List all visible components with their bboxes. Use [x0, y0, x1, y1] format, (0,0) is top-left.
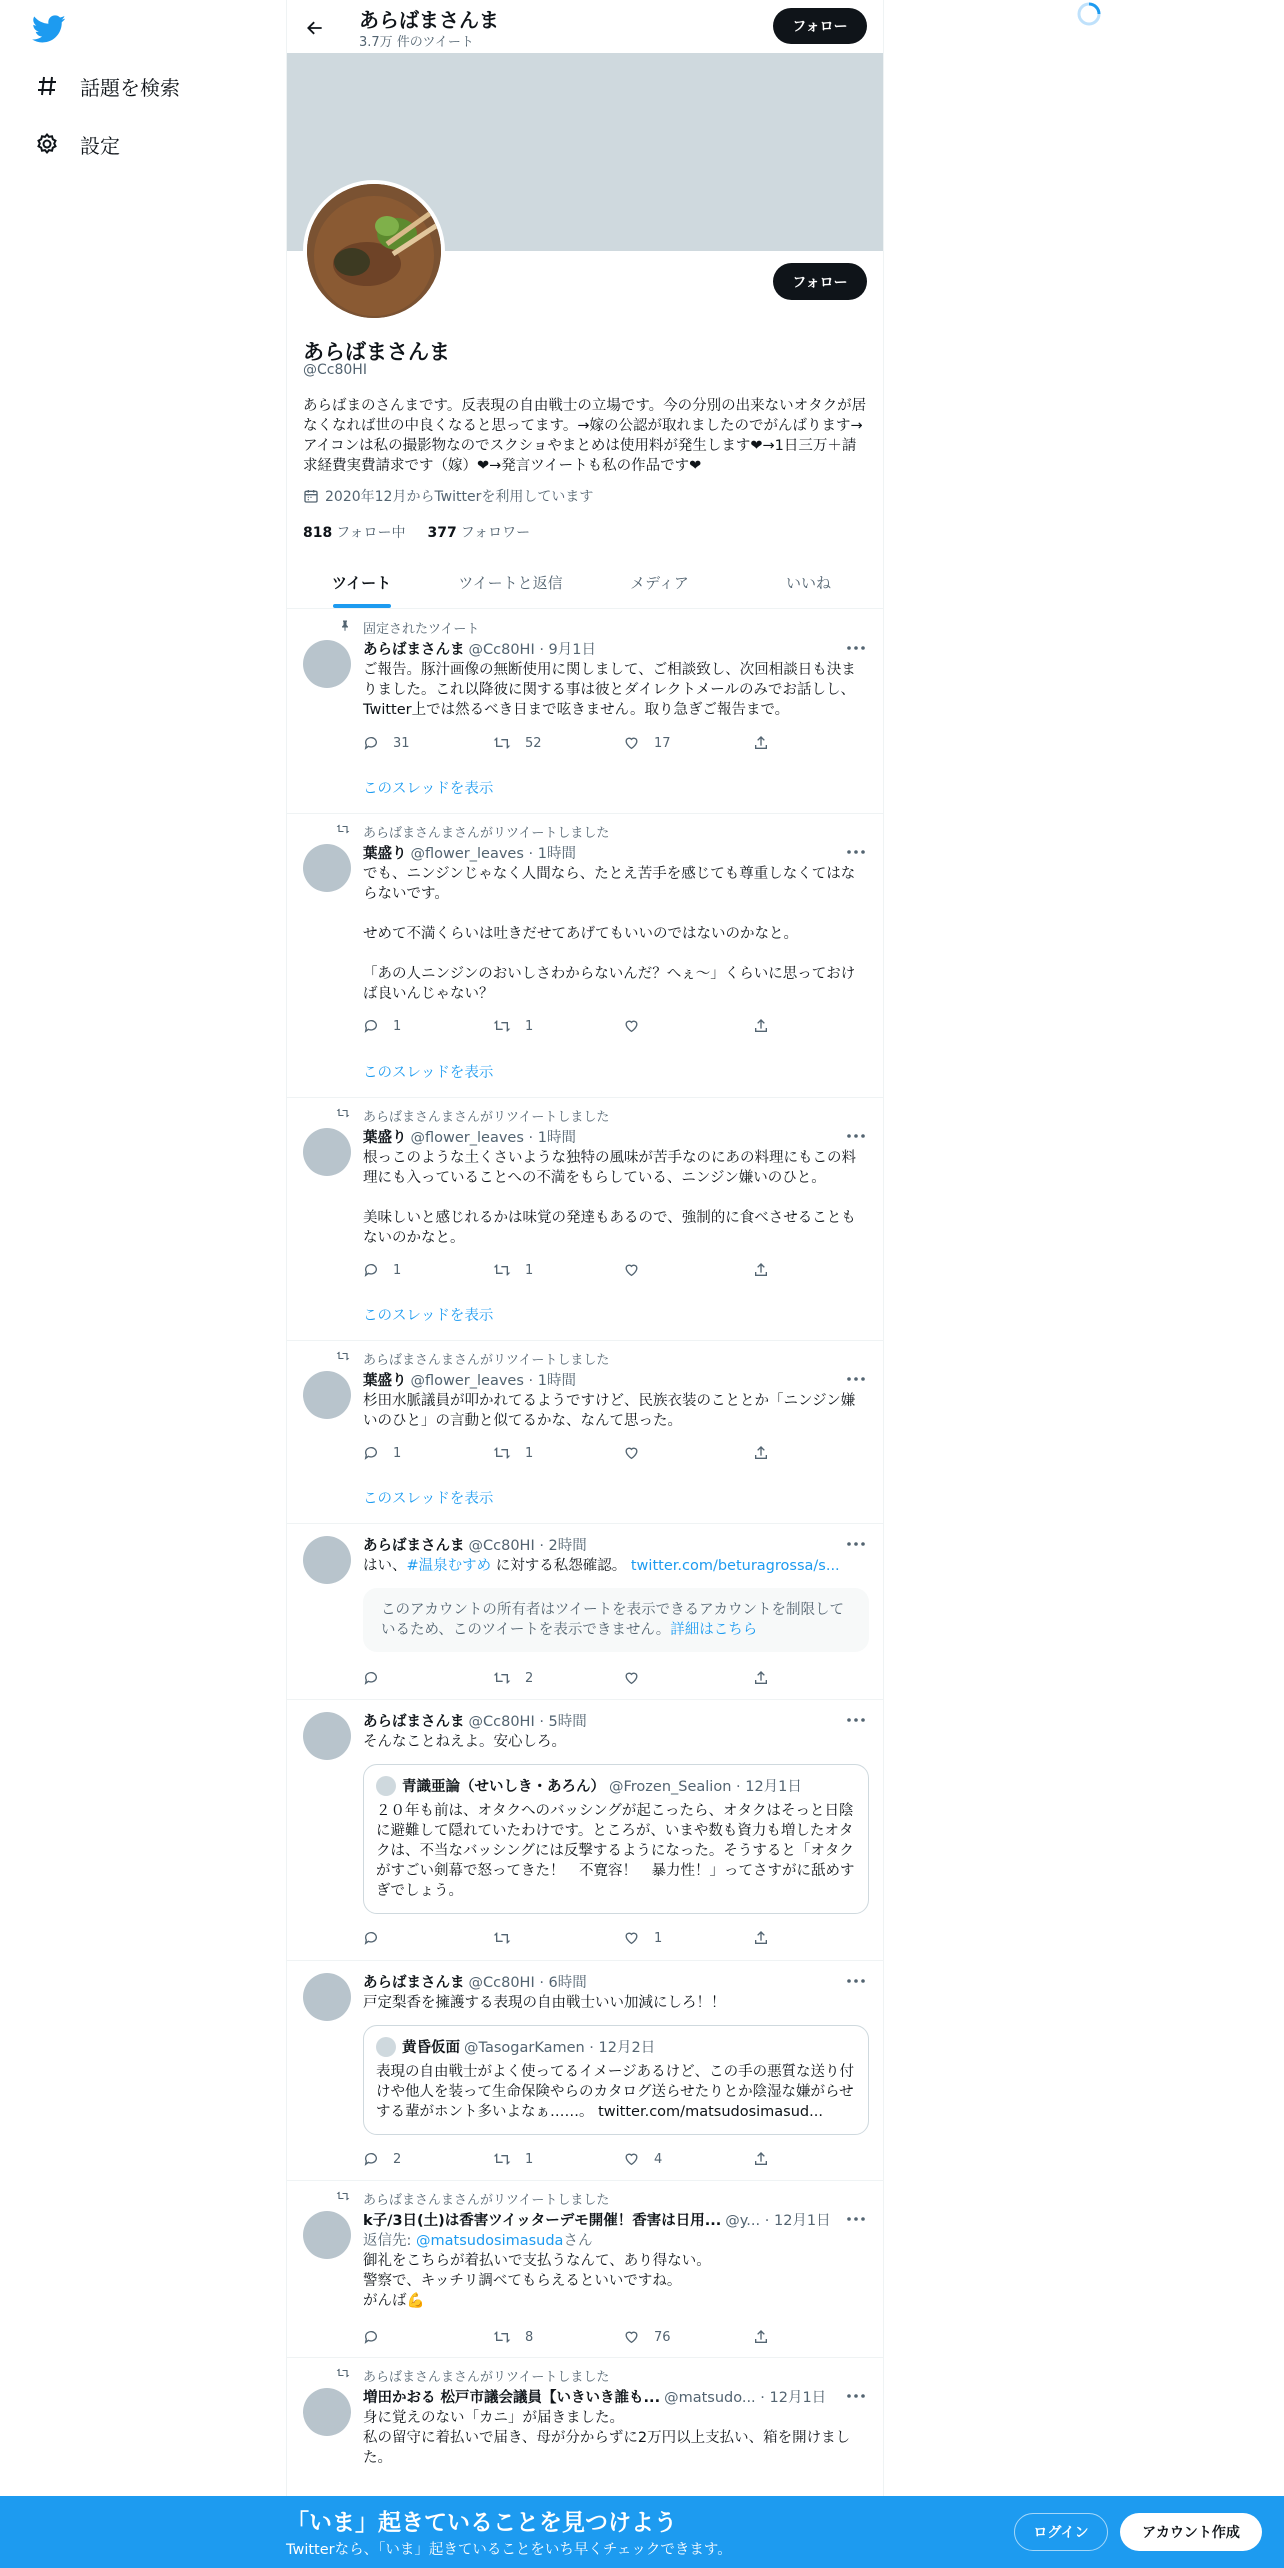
tweet-header: k子/3日(土)は香害ツイッターデモ開催！香害は日用... @y... · 12月1日 — [363, 2213, 831, 2229]
avatar[interactable] — [303, 640, 351, 688]
tweet-header: 葉盛り @flower_leaves · 1時間 — [363, 846, 576, 862]
reply-icon — [363, 2329, 379, 2345]
profile-bio: あらばまのさんまです。反表現の自由戦士の立場です。今の分別の出来ないオタクが居なくなれば世の中良くなると思ってます。→嫁の公認が取れましたのでがんばります→アイコンは私の撮影物なのでスクショやまとめは使用料が発生します❤→1日三万＋請求経費実費請求です（嫁）❤→発言ツイートも私の作品です❤ — [303, 398, 867, 474]
show-thread-link[interactable]: このスレッドを表示 — [363, 1491, 494, 1507]
show-thread-link[interactable]: このスレッドを表示 — [363, 1065, 494, 1081]
tab-media[interactable]: メディア — [630, 573, 689, 592]
like-button[interactable]: 76 — [623, 2327, 753, 2347]
back-arrow-icon[interactable] — [299, 12, 331, 44]
more-icon[interactable] — [845, 1973, 867, 1989]
gear-icon — [34, 131, 60, 157]
tweet-context: あらばまさんまさんがリツイートしました — [363, 826, 610, 841]
share-button[interactable] — [753, 2149, 783, 2169]
reply-icon — [363, 2151, 379, 2167]
more-icon[interactable] — [845, 1712, 867, 1728]
reply-button[interactable]: 2 — [363, 2149, 493, 2169]
reply-to-line: 返信先: @matsudosimasudaさん — [363, 2233, 593, 2249]
retweet-button[interactable]: 1 — [493, 1260, 623, 1280]
more-icon[interactable] — [845, 2388, 867, 2404]
retweet-button[interactable]: 2 — [493, 1668, 623, 1688]
nav-settings-label: 設定 — [80, 133, 120, 158]
reply-icon — [363, 1930, 379, 1946]
tweet-actions — [363, 1260, 783, 1280]
show-thread-link[interactable]: このスレッドを表示 — [363, 1308, 494, 1324]
quote-text: ２０年も前は、オタクへのバッシングが起こったら、オタクはそっと日陰に避難して隠れていたわけです。ところが、いまや数も資力も増したオタクは、不当なバッシングには反撃するようになった。そうすると「オタクがすごい剣幕で怒ってきた！ 不寛容！ 暴力性！」ってさすがに舐めすぎでしょう。 — [376, 1803, 855, 1899]
retweet-button[interactable]: 52 — [493, 733, 623, 753]
like-button[interactable]: 1 — [623, 1928, 753, 1948]
like-button[interactable] — [623, 1260, 753, 1280]
learn-more-link[interactable]: 詳細はこちら — [670, 1622, 758, 1638]
tab-tweets[interactable]: ツイート — [287, 556, 436, 608]
tweet-header: 葉盛り @flower_leaves · 1時間 — [363, 1130, 576, 1146]
heart-icon — [623, 1930, 640, 1946]
tweet-header: あらばまさんま @Cc80HI · 2時間 — [363, 1538, 587, 1554]
tweet-text: でも、ニンジンじゃなく人間なら、たとえ苦手を感じても尊重しなくてはならないです。 せめて不満くらいは吐きだせてあげてもいいのではないのかなと。 「あの人ニンジンのおいしさわからないんだ？へぇ〜」くらいに思っておけば良いんじゃない？ — [363, 866, 856, 1002]
more-icon[interactable] — [845, 1128, 867, 1144]
profile-name: あらばまさんま — [303, 340, 450, 364]
like-button[interactable]: 17 — [623, 733, 753, 753]
tweet-header: あらばまさんま @Cc80HI · 6時間 — [363, 1975, 587, 1991]
tweet-header: あらばまさんま @Cc80HI · 5時間 — [363, 1714, 587, 1730]
like-button[interactable] — [623, 1668, 753, 1688]
tweet-actions — [363, 1443, 783, 1463]
show-thread-link[interactable]: このスレッドを表示 — [363, 781, 494, 797]
avatar[interactable] — [303, 1712, 351, 1760]
share-icon — [753, 1445, 769, 1461]
url-link[interactable]: twitter.com/beturagrossa/s... — [630, 1558, 840, 1574]
retweet-icon — [493, 1445, 511, 1461]
retweet-icon — [493, 1018, 511, 1034]
reply-button[interactable]: 1 — [363, 1016, 493, 1036]
header-tweet-count: 3.7万 件のツイート — [359, 35, 474, 50]
reply-button[interactable] — [363, 1668, 493, 1688]
reply-button[interactable] — [363, 2327, 493, 2347]
tweet-text: 戸定梨香を擁護する表現の自由戦士いい加減にしろ！！ — [363, 1995, 726, 2011]
loading-spinner-icon — [1077, 2, 1101, 26]
reply-icon — [363, 1445, 379, 1461]
retweet-icon — [493, 1930, 511, 1946]
retweet-button[interactable]: 8 — [493, 2327, 623, 2347]
avatar[interactable] — [303, 844, 351, 892]
share-icon — [753, 1262, 769, 1278]
share-icon — [753, 1018, 769, 1034]
tweet[interactable] — [287, 610, 883, 814]
heart-icon — [623, 735, 640, 751]
tweet-actions — [363, 1016, 783, 1036]
retweet-icon — [493, 1670, 511, 1686]
quote-header: 青識亜論（せいしき・あろん） @Frozen_Sealion · 12月1日 — [376, 1775, 802, 1796]
like-button[interactable] — [623, 1443, 753, 1463]
share-icon — [753, 735, 769, 751]
avatar[interactable] — [303, 2388, 351, 2436]
followers-stat[interactable]: 377 フォロワー — [427, 525, 531, 541]
quoted-tweet[interactable] — [363, 2025, 869, 2135]
retweet-button[interactable]: 1 — [493, 1443, 623, 1463]
profile-column — [286, 0, 884, 2568]
profile-handle: @Cc80HI — [303, 362, 367, 378]
tweet-context: あらばまさんまさんがリツイートしました — [363, 1353, 610, 1368]
profile-joined-text: 2020年12月からTwitterを利用しています — [325, 489, 594, 505]
bottom-bar-title: 「いま」起きていることを見つけよう — [286, 2510, 677, 2536]
like-button[interactable]: 4 — [623, 2149, 753, 2169]
more-icon[interactable] — [845, 640, 867, 656]
nav-settings[interactable] — [34, 124, 120, 164]
pin-icon — [331, 617, 351, 633]
tweet-context: あらばまさんまさんがリツイートしました — [363, 1110, 610, 1125]
tweet[interactable] — [287, 1098, 883, 1341]
retweet-context-icon — [331, 2365, 351, 2381]
bottom-bar-subtitle: Twitterなら、「いま」起きていることをいち早くチェックできます。 — [286, 2542, 732, 2558]
tweet[interactable] — [287, 2181, 883, 2358]
tab-tweets-replies[interactable]: ツイートと返信 — [458, 573, 563, 592]
heart-icon — [623, 2329, 640, 2345]
tweet-text: はい、#温泉むすめ に対する私怨確認。 twitter.com/beturagrossa/s... — [363, 1558, 840, 1574]
quote-text: 表現の自由戦士がよく使ってるイメージあるけど、この手の悪質な送り付けや他人を装って生命保険やらのカタログ送らせたりとか陰湿な嫌がらせする輩がホント多いよなぁ……。 twitter.com/matsudosimasud... — [376, 2064, 855, 2120]
more-icon[interactable] — [845, 844, 867, 860]
following-stat[interactable]: 818 フォロー中 — [303, 525, 406, 541]
retweet-button[interactable]: 1 — [493, 1016, 623, 1036]
tweet[interactable] — [287, 814, 883, 1098]
retweet-button[interactable] — [493, 1928, 623, 1948]
profile-joined — [303, 486, 593, 506]
tweet-text: 根っこのような土くさいような独特の風味が苦手なのにあの料理にもこの料理にも入っていることへの不満をもらしている、ニンジン嫌いのひと。 美味しいと感じれるかは味覚の発達もあるので、強制的に食べさせることもないのかなと。 — [363, 1150, 856, 1246]
retweet-context-icon — [331, 1348, 351, 1364]
reply-to-link[interactable]: @matsudosimasuda — [416, 2233, 564, 2249]
tweet-text: そんなことねえよ。安心しろ。 — [363, 1734, 566, 1750]
tweet-text: ご報告。豚汁画像の無断使用に関しまして、ご相談致し、次回相談日も決まりました。これ以降彼に関する事は彼とダイレクトメールのみでお話しし、Twitter上では然るべき日まで呟きません。取り急ぎご報告まで。 — [363, 662, 856, 718]
avatar[interactable] — [303, 1973, 351, 2021]
tweet-text: 御礼をこちらが着払いで支払うなんて、あり得ない。 警察で、キッチリ調べてもらえるといいですね。 がんば💪 — [363, 2253, 711, 2309]
hashtag-link[interactable]: #温泉むすめ — [406, 1558, 492, 1574]
signup-button[interactable]: アカウント作成 — [1120, 2513, 1262, 2551]
quote-avatar — [376, 1776, 396, 1796]
tweet-actions — [363, 1928, 783, 1948]
share-button[interactable] — [753, 1260, 783, 1280]
tweet-text: 杉田水脈議員が叩かれてるようですけど、民族衣装のこととか「ニンジン嫌いのひと」の言動と似てるかな、なんて思った。 — [363, 1393, 856, 1429]
retweet-context-icon — [331, 1105, 351, 1121]
tweet[interactable] — [287, 1524, 883, 1700]
reply-button[interactable] — [363, 1928, 493, 1948]
tweet-context: あらばまさんまさんがリツイートしました — [363, 2370, 610, 2385]
avatar[interactable] — [303, 1536, 351, 1584]
tweet-context: 固定されたツイート — [363, 622, 480, 637]
header-follow-button[interactable]: フォロー — [773, 8, 867, 44]
tweet[interactable] — [287, 1700, 883, 1961]
tweet[interactable] — [287, 1341, 883, 1524]
share-icon — [753, 2151, 769, 2167]
tweet[interactable] — [287, 1961, 883, 2181]
header-name: あらばまさんま — [359, 8, 499, 32]
heart-icon — [623, 1445, 640, 1461]
calendar-icon — [303, 488, 319, 504]
quoted-tweet[interactable] — [363, 1764, 869, 1914]
tweet-actions — [363, 1668, 783, 1688]
profile-stats — [303, 522, 530, 542]
tweet-actions — [363, 2327, 783, 2347]
top-bar — [287, 0, 883, 53]
twitter-logo-icon[interactable] — [32, 12, 66, 46]
share-icon — [753, 1670, 769, 1686]
tweet-header: あらばまさんま @Cc80HI · 9月1日 — [363, 642, 597, 658]
profile-tabs — [287, 556, 883, 609]
share-button[interactable] — [753, 2327, 783, 2347]
quote-avatar — [376, 2037, 396, 2057]
avatar[interactable] — [303, 1371, 351, 1419]
reply-button[interactable]: 31 — [363, 733, 493, 753]
heart-icon — [623, 1670, 640, 1686]
tweet-actions — [363, 733, 783, 753]
tweet-context: あらばまさんまさんがリツイートしました — [363, 2193, 610, 2208]
retweet-icon — [493, 2151, 511, 2167]
reply-button[interactable]: 1 — [363, 1260, 493, 1280]
share-button[interactable] — [753, 1928, 783, 1948]
follow-button[interactable]: フォロー — [773, 263, 867, 300]
retweet-icon — [493, 1262, 511, 1278]
reply-icon — [363, 735, 379, 751]
heart-icon — [623, 1018, 640, 1034]
nav-explore-label: 話題を検索 — [80, 75, 180, 100]
retweet-context-icon — [331, 821, 351, 837]
more-icon[interactable] — [845, 1536, 867, 1552]
more-icon[interactable] — [845, 1371, 867, 1387]
reply-icon — [363, 1262, 379, 1278]
share-button[interactable] — [753, 1668, 783, 1688]
nav-explore[interactable] — [34, 66, 180, 106]
avatar[interactable] — [303, 2211, 351, 2259]
retweet-icon — [493, 735, 511, 751]
share-button[interactable] — [753, 733, 783, 753]
more-icon[interactable] — [845, 2211, 867, 2227]
tweet-text: 身に覚えのない「カニ」が届きました。 私の留守に着払いで届き、母が分からずに2万円以上支払い、箱を開けました。 — [363, 2410, 851, 2466]
tweet-actions — [363, 2149, 783, 2169]
share-icon — [753, 2329, 769, 2345]
reply-icon — [363, 1018, 379, 1034]
tweet-header: 葉盛り @flower_leaves · 1時間 — [363, 1373, 576, 1389]
share-button[interactable] — [753, 1016, 783, 1036]
heart-icon — [623, 1262, 640, 1278]
hashtag-icon — [34, 73, 60, 99]
retweet-button[interactable]: 1 — [493, 2149, 623, 2169]
reply-button[interactable]: 1 — [363, 1443, 493, 1463]
signup-bottom-bar — [0, 2496, 1284, 2568]
tab-likes[interactable]: いいね — [785, 573, 831, 592]
reply-icon — [363, 1670, 379, 1686]
share-button[interactable] — [753, 1443, 783, 1463]
restricted-notice: このアカウントの所有者はツイートを表示できるアカウントを制限しているため、このツイートを表示できません。詳細はこちら — [363, 1588, 869, 1652]
share-icon — [753, 1930, 769, 1946]
login-button[interactable]: ログイン — [1014, 2513, 1108, 2551]
avatar[interactable] — [303, 1128, 351, 1176]
tweet-header: 増田かおる 松戸市議会議員【いきいき誰も... @matsudo... · 12月1日 — [363, 2390, 827, 2406]
profile-avatar[interactable] — [303, 180, 445, 322]
retweet-context-icon — [331, 2188, 351, 2204]
heart-icon — [623, 2151, 640, 2167]
quote-header: 黄昏仮面 @TasogarKamen · 12月2日 — [376, 2036, 655, 2057]
retweet-icon — [493, 2329, 511, 2345]
like-button[interactable] — [623, 1016, 753, 1036]
